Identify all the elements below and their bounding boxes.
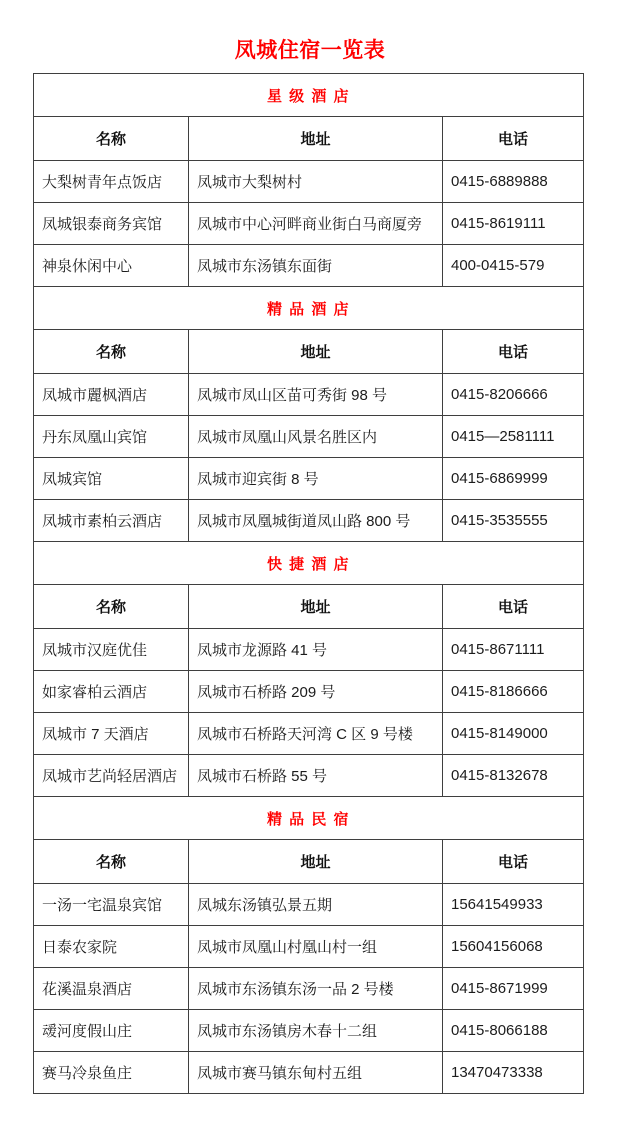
column-header-phone: 电话 — [443, 117, 584, 161]
cell-phone: 15604156068 — [443, 926, 584, 968]
cell-name: 日泰农家院 — [34, 926, 189, 968]
cell-address: 凤城市迎宾街 8 号 — [189, 458, 443, 500]
cell-phone: 0415-8186666 — [443, 671, 584, 713]
table-row — [34, 416, 584, 458]
cell-phone: 0415—2581111 — [443, 416, 584, 458]
table-row — [34, 245, 584, 287]
table-row — [34, 926, 584, 968]
table-row — [34, 968, 584, 1010]
cell-phone: 0415-8671111 — [443, 629, 584, 671]
table-row — [34, 884, 584, 926]
column-header-row — [34, 585, 584, 629]
cell-address: 凤城市石桥路天河湾 C 区 9 号楼 — [189, 713, 443, 755]
section-header-row-express-hotels — [34, 542, 584, 585]
cell-phone: 0415-8066188 — [443, 1010, 584, 1052]
cell-name: 凤城银泰商务宾馆 — [34, 203, 189, 245]
cell-name: 如家睿柏云酒店 — [34, 671, 189, 713]
cell-phone: 0415-8619111 — [443, 203, 584, 245]
cell-name: 花溪温泉酒店 — [34, 968, 189, 1010]
column-header-name: 名称 — [34, 117, 189, 161]
accommodation-table — [33, 73, 584, 1094]
cell-address: 凤城市凤凰山村凰山村一组 — [189, 926, 443, 968]
column-header-address: 地址 — [189, 585, 443, 629]
cell-name: 叆河度假山庄 — [34, 1010, 189, 1052]
column-header-phone: 电话 — [443, 585, 584, 629]
section-header-row-star-hotels — [34, 74, 584, 117]
column-header-name: 名称 — [34, 585, 189, 629]
table-row — [34, 161, 584, 203]
table-row — [34, 755, 584, 797]
section-header-row-boutique-homestays — [34, 797, 584, 840]
page-title: 凤城住宿一览表 — [234, 39, 386, 62]
cell-name: 凤城市汉庭优佳 — [34, 629, 189, 671]
cell-phone: 0415-8206666 — [443, 374, 584, 416]
table-row — [34, 629, 584, 671]
table-row — [34, 1010, 584, 1052]
section-header-express-hotels: 快 捷 酒 店 — [34, 542, 584, 585]
cell-phone: 0415-8132678 — [443, 755, 584, 797]
cell-name: 一汤一宅温泉宾馆 — [34, 884, 189, 926]
table-row — [34, 500, 584, 542]
cell-phone: 13470473338 — [443, 1052, 584, 1094]
cell-name: 凤城宾馆 — [34, 458, 189, 500]
table-row — [34, 374, 584, 416]
table-row — [34, 671, 584, 713]
cell-name: 凤城市素柏云酒店 — [34, 500, 189, 542]
column-header-phone: 电话 — [443, 330, 584, 374]
cell-address: 凤城市凤凰山风景名胜区内 — [189, 416, 443, 458]
cell-phone: 15641549933 — [443, 884, 584, 926]
cell-address: 凤城市东汤镇东面街 — [189, 245, 443, 287]
cell-phone: 0415-8671999 — [443, 968, 584, 1010]
cell-name: 神泉休闲中心 — [34, 245, 189, 287]
table-row — [34, 203, 584, 245]
cell-name: 凤城市艺尚轻居酒店 — [34, 755, 189, 797]
cell-phone: 0415-6869999 — [443, 458, 584, 500]
cell-phone: 0415-6889888 — [443, 161, 584, 203]
cell-name: 丹东凤凰山宾馆 — [34, 416, 189, 458]
column-header-phone: 电话 — [443, 840, 584, 884]
cell-address: 凤城市凤凰城街道凤山路 800 号 — [189, 500, 443, 542]
cell-address: 凤城市赛马镇东甸村五组 — [189, 1052, 443, 1094]
table-row — [34, 458, 584, 500]
cell-address: 凤城市东汤镇房木春十二组 — [189, 1010, 443, 1052]
cell-address: 凤城市石桥路 209 号 — [189, 671, 443, 713]
section-header-row-boutique-hotels — [34, 287, 584, 330]
table-row — [34, 713, 584, 755]
cell-name: 凤城市 7 天酒店 — [34, 713, 189, 755]
cell-phone: 0415-8149000 — [443, 713, 584, 755]
column-header-address: 地址 — [189, 117, 443, 161]
cell-address: 凤城市大梨树村 — [189, 161, 443, 203]
section-header-boutique-hotels: 精 品 酒 店 — [34, 287, 584, 330]
section-header-boutique-homestays: 精 品 民 宿 — [34, 797, 584, 840]
cell-address: 凤城东汤镇弘景五期 — [189, 884, 443, 926]
cell-address: 凤城市龙源路 41 号 — [189, 629, 443, 671]
table-row — [34, 1052, 584, 1094]
column-header-row — [34, 117, 584, 161]
column-header-name: 名称 — [34, 840, 189, 884]
column-header-row — [34, 840, 584, 884]
column-header-row — [34, 330, 584, 374]
cell-name: 大梨树青年点饭店 — [34, 161, 189, 203]
section-header-star-hotels: 星 级 酒 店 — [34, 74, 584, 117]
column-header-name: 名称 — [34, 330, 189, 374]
cell-address: 凤城市中心河畔商业街白马商厦旁 — [189, 203, 443, 245]
cell-phone: 0415-3535555 — [443, 500, 584, 542]
column-header-address: 地址 — [189, 840, 443, 884]
cell-address: 凤城市东汤镇东汤一品 2 号楼 — [189, 968, 443, 1010]
cell-address: 凤城市凤山区苗可秀街 98 号 — [189, 374, 443, 416]
cell-address: 凤城市石桥路 55 号 — [189, 755, 443, 797]
column-header-address: 地址 — [189, 330, 443, 374]
cell-phone: 400-0415-579 — [443, 245, 584, 287]
cell-name: 赛马冷泉鱼庄 — [34, 1052, 189, 1094]
cell-name: 凤城市麗枫酒店 — [34, 374, 189, 416]
